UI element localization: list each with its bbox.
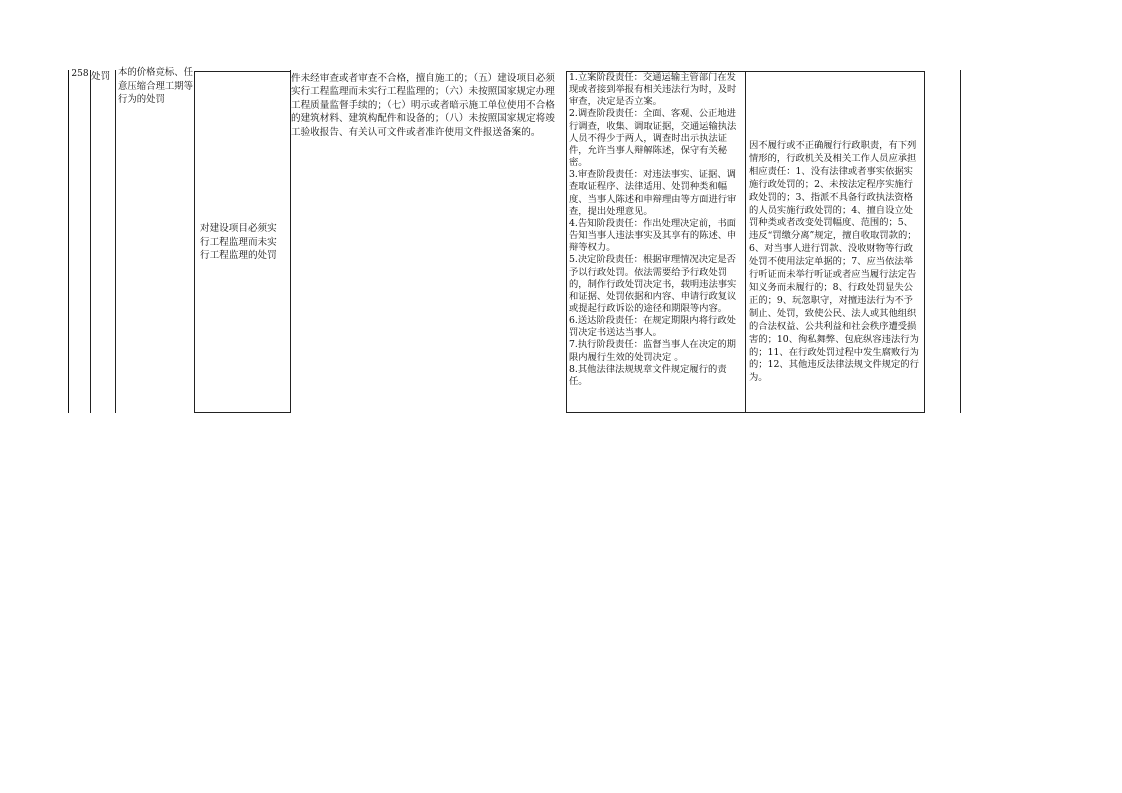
responsibility-item: 1.立案阶段责任：交通运输主管部门在发现或者接到举报有相关违法行为时，及时审查，决定是否立案。 — [569, 72, 737, 108]
column-divider — [90, 70, 91, 413]
column-divider — [115, 70, 116, 413]
category-cell: 处罚 — [91, 71, 111, 82]
sub-item-text: 对建设项目必须实行工程监理而未实行工程监理的处罚 — [200, 223, 277, 262]
accountability-text: 因不履行或不正确履行行政职责，有下列情形的，行政机关及相关工作人员应承担相应责任：1、没有法律或者事实依据实施行政处罚的；2、未按法定程序实施行政处罚的；3、指派不具备行政执法资格的人员实施行政处罚的；4、擅自设立处罚种类或者改变处罚幅度、范围的；5、违反“罚缴分离”规定，擅自收取罚款的；6、对当事人进行罚款、没收财物等行政处罚不使用法定单据的；7、应当依法举行听证而未举行听证或者应当履行法定告知义务而未履行的；8、行政处罚显失公正的；9、玩忽职守，对擅违法行为不予制止、处罚，致使公民、法人或其他组织的合法权益、公共利益和社会秩序遭受损害的；10、徇私舞弊、包庇纵容违法行为的；11、在行政处罚过程中发生腐败行为的；12、其他违反法律法规文件规定的行为。 — [749, 140, 919, 384]
responsibility-item: 5.决定阶段责任：根据审理情况决定是否予以行政处罚。依法需要给予行政处罚的，制作行政处罚决定书，载明违法事实和证据、处罚依据和内容、申请行政复议或提起行政诉讼的途径和期限等内容。 — [569, 254, 737, 314]
item-name-cell: 本的价格竞标、任意压缩合理工期等行为的处罚 — [118, 67, 194, 105]
responsibility-text — [569, 72, 743, 388]
responsibility-item: 7.执行阶段责任：监督当事人在决定的期限内履行生效的处罚决定 。 — [569, 339, 736, 363]
table-border-left — [68, 70, 69, 413]
responsibility-item: 6.送达阶段责任：在规定期限内将行政处罚决定书送达当事人。 — [569, 315, 736, 339]
responsibility-item: 3.审查阶段责任：对违法事实、证据、调查取证程序、法律适用、处罚种类和幅度、当事人陈述和申辩理由等方面进行审查，提出处理意见。 — [569, 169, 737, 217]
responsibility-item: 8.其他法律法规规章文件规定履行的责任。 — [569, 363, 727, 387]
row-number: 258 — [71, 69, 89, 79]
responsibility-item: 4.告知阶段责任：作出处理决定前，书面告知当事人违法事实及其享有的陈述、申辩等权力。 — [569, 217, 737, 254]
legal-basis-text: 件未经审查或者审查不合格，擅自施工的；（五）建设项目必须实行工程监理而未实行工程监理的；（六）未按照国家规定办理工程质量监督手续的；（七）明示或者暗示施工单位使用不合格的建筑材料、建筑构配件和设备的；（八）未按照国家规定将竣工验收报告、有关认可文件或者准许使用文件报送备案的。 — [291, 73, 555, 138]
responsibility-item: 2.调查阶段责任：全面、客观、公正地进行调查，收集、调取证据，交通运输执法人员不得少于两人，调查时出示执法证件，允许当事人辩解陈述，保守有关秘密。 — [569, 108, 737, 169]
table-border-right — [960, 70, 961, 413]
